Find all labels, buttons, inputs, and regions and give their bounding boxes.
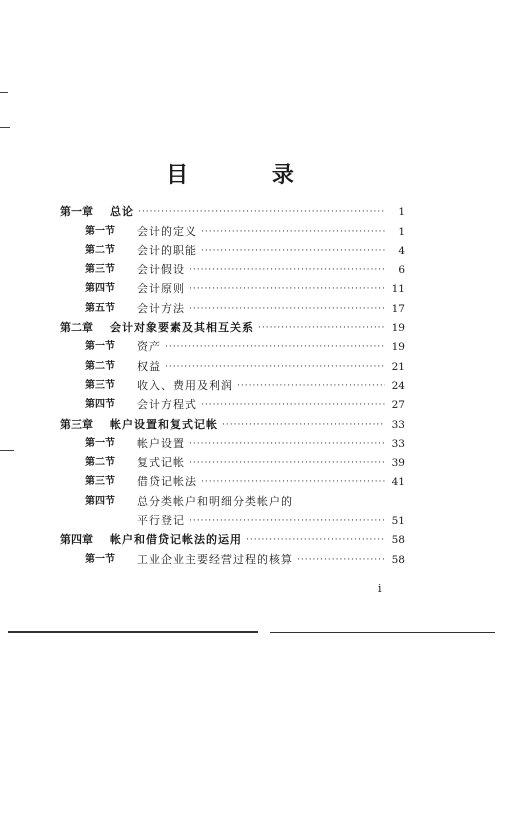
page-title: 目 录 (166, 163, 332, 188)
section-number: 第三节 (85, 379, 115, 391)
toc-chapter-1 (60, 200, 405, 219)
scan-mark (0, 127, 10, 128)
page-ref: 27 (391, 399, 405, 412)
section-title: 资产 (137, 340, 161, 354)
page-ref: 39 (391, 457, 405, 470)
section-title: 借贷记帐法 (137, 475, 197, 489)
scan-mark (0, 92, 8, 93)
leader-dots (189, 263, 385, 277)
page-ref: 1 (398, 225, 405, 238)
chapter-number: 第一章 (60, 205, 93, 219)
leader-dots (165, 340, 385, 354)
toc-section (60, 277, 405, 296)
page-ref: 58 (391, 534, 405, 547)
section-number: 第四节 (85, 283, 115, 295)
toc-chapter-3 (60, 412, 405, 431)
leader-dots (189, 514, 385, 528)
leader-dots (222, 418, 385, 432)
toc-chapter-2 (60, 316, 405, 335)
scan-rule-left (8, 631, 258, 633)
leader-dots (138, 205, 385, 219)
section-number: 第四节 (85, 495, 115, 507)
page-ref: 19 (391, 341, 405, 354)
toc-section (60, 374, 405, 393)
section-number: 第一节 (85, 553, 115, 565)
toc-section (60, 258, 405, 277)
page-ref: 17 (391, 302, 405, 315)
section-number: 第一节 (85, 437, 115, 449)
toc-section (60, 451, 405, 470)
toc-section (60, 470, 405, 489)
section-title: 会计方程式 (137, 398, 197, 412)
leader-dots (246, 533, 385, 547)
page-ref: 58 (391, 553, 405, 566)
leader-dots (201, 475, 385, 489)
toc-section-continuation (60, 509, 405, 528)
section-number: 第三节 (85, 264, 115, 276)
leader-dots (201, 244, 385, 258)
section-title: 会计的职能 (137, 243, 197, 257)
chapter-title: 帐户设置和复式记帐 (110, 417, 218, 431)
page-ref: 51 (391, 515, 405, 528)
section-title: 会计原则 (137, 282, 185, 296)
section-title: 会计假设 (137, 263, 185, 277)
leader-dots (201, 398, 385, 412)
toc-section (60, 354, 405, 373)
page-ref: 4 (398, 244, 405, 257)
page-ref: 19 (391, 322, 405, 335)
section-number: 第四节 (85, 399, 115, 411)
toc-section (60, 296, 405, 315)
page-ref: 11 (391, 283, 405, 296)
leader-dots (258, 321, 385, 335)
leader-dots (201, 225, 385, 239)
page-ref: 33 (391, 418, 405, 431)
leader-dots (165, 360, 385, 374)
chapter-number: 第四章 (60, 533, 93, 547)
leader-dots (297, 553, 385, 567)
chapter-number: 第二章 (60, 321, 93, 335)
section-number: 第一节 (85, 225, 115, 237)
section-title-continued: 平行登记 (137, 514, 185, 528)
section-number: 第一节 (85, 341, 115, 353)
section-title: 帐户设置 (137, 436, 185, 450)
section-number: 第二节 (85, 244, 115, 256)
page-number: i (378, 582, 382, 595)
table-of-contents (60, 200, 405, 567)
section-title: 权益 (137, 359, 161, 373)
toc-section (60, 239, 405, 258)
scan-mark (0, 450, 14, 451)
toc-section (60, 335, 405, 354)
leader-dots (189, 282, 385, 296)
section-number: 第二节 (85, 360, 115, 372)
chapter-title: 会计对象要素及其相互关系 (110, 321, 254, 335)
section-title: 会计的定义 (137, 224, 197, 238)
page-ref: 6 (398, 264, 405, 277)
section-number: 第二节 (85, 457, 115, 469)
scan-rule-right (270, 632, 495, 633)
leader-dots (237, 379, 385, 393)
section-title: 会计方法 (137, 301, 185, 315)
page-ref: 1 (398, 206, 405, 219)
page-ref: 41 (391, 476, 405, 489)
section-title: 复式记帐 (137, 456, 185, 470)
section-title: 收入、费用及利润 (137, 378, 233, 392)
chapter-title: 帐户和借贷记帐法的运用 (110, 533, 242, 547)
section-number: 第三节 (85, 476, 115, 488)
section-title: 工业企业主要经营过程的核算 (137, 552, 293, 566)
chapter-number: 第三章 (60, 417, 93, 431)
page-ref: 21 (391, 360, 405, 373)
chapter-title: 总论 (110, 205, 134, 219)
toc-chapter-4 (60, 528, 405, 547)
page-ref: 33 (391, 437, 405, 450)
page-ref: 24 (391, 379, 405, 392)
section-title: 总分类帐户和明细分类帐户的 (137, 494, 293, 508)
leader-dots (189, 437, 385, 451)
section-number: 第五节 (85, 302, 115, 314)
toc-section (60, 393, 405, 412)
toc-section (60, 547, 405, 566)
toc-section (60, 219, 405, 238)
leader-dots (189, 302, 385, 316)
leader-dots (189, 456, 385, 470)
toc-section (60, 432, 405, 451)
toc-section (60, 489, 405, 508)
